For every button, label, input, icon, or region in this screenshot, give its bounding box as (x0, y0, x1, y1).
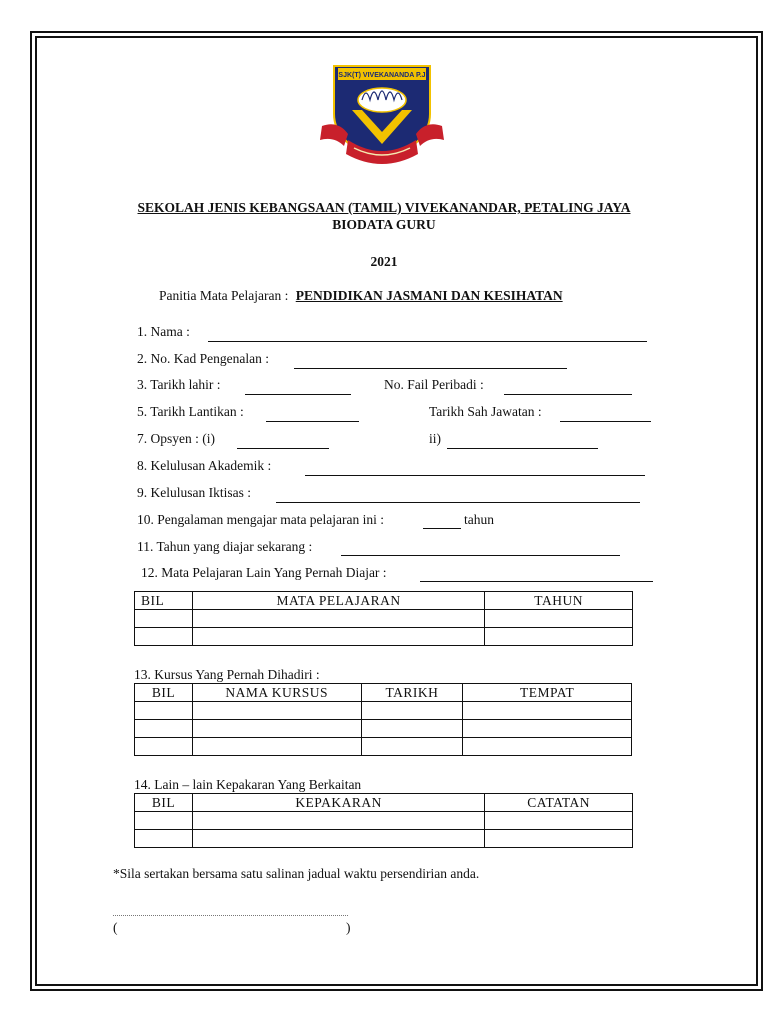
panitia-label: Panitia Mata Pelajaran : (159, 288, 289, 303)
field-iktisas-line[interactable] (276, 501, 640, 503)
footer-note: *Sila sertakan bersama satu salinan jadual waktu persendirian anda. (113, 866, 480, 881)
school-crest-logo (318, 62, 446, 166)
table-row[interactable] (135, 628, 633, 646)
field-dob-label: 3. Tarikh lahir : (137, 377, 221, 392)
field-ic-label: 2. No. Kad Pengenalan : (137, 351, 269, 366)
field-dob-line[interactable] (245, 393, 351, 395)
name-paren-close: ) (346, 920, 351, 935)
table-header-row (135, 794, 633, 812)
col-bil: BIL (135, 794, 193, 812)
panitia-row (159, 288, 563, 304)
kepakaran-label: 14. Lain – lain Kepakaran Yang Berkaitan (134, 777, 362, 792)
field-mp-lain-label: 12. Mata Pelajaran Lain Yang Pernah Diajar : (141, 565, 387, 580)
field-pengalaman-line[interactable] (423, 527, 461, 529)
col-tahun: TAHUN (485, 592, 633, 610)
field-opsyen-label: 7. Opsyen : (i) (137, 431, 215, 446)
table-row[interactable] (135, 720, 632, 738)
table-kepakaran (134, 793, 633, 848)
field-tahun-diajar-line[interactable] (341, 554, 620, 556)
table-mata-pelajaran (134, 591, 633, 646)
field-ic-line[interactable] (294, 367, 567, 369)
table-row[interactable] (135, 812, 633, 830)
field-opsyen-line[interactable] (237, 447, 329, 449)
col-tempat: TEMPAT (463, 684, 632, 702)
crest-banner-text: SJK(T) VIVEKANANDA P.J (338, 72, 426, 79)
field-fail-label: No. Fail Peribadi : (384, 377, 484, 392)
col-bil: BIL (135, 684, 193, 702)
col-mata-pelajaran: MATA PELAJARAN (192, 592, 484, 610)
kursus-label: 13. Kursus Yang Pernah Dihadiri : (134, 667, 320, 682)
field-lantikan-line[interactable] (266, 420, 359, 422)
signature-line[interactable] (113, 914, 348, 916)
field-pengalaman-unit: tahun (464, 512, 494, 527)
col-kepakaran: KEPAKARAN (192, 794, 484, 812)
form-title: BIODATA GURU (332, 217, 436, 232)
name-paren-open: ( (113, 920, 118, 935)
table-header-row (135, 592, 633, 610)
field-mp-lain-line[interactable] (420, 580, 653, 582)
table-row[interactable] (135, 702, 632, 720)
table-row[interactable] (135, 610, 633, 628)
field-pengalaman-label: 10. Pengalaman mengajar mata pelajaran ini : (137, 512, 385, 527)
field-opsyen2-line[interactable] (447, 447, 598, 449)
field-lantikan-label: 5. Tarikh Lantikan : (137, 404, 244, 419)
field-tahun-diajar-label: 11. Tahun yang diajar sekarang : (137, 539, 313, 554)
form-year: 2021 (370, 254, 398, 269)
field-nama-label: 1. Nama : (137, 324, 190, 339)
table-header-row (135, 684, 632, 702)
field-fail-line[interactable] (504, 393, 632, 395)
col-bil: BIL (135, 592, 193, 610)
school-name-heading: SEKOLAH JENIS KEBANGSAAN (TAMIL) VIVEKANANDAR, PETALING JAYA (137, 200, 631, 215)
table-row[interactable] (135, 830, 633, 848)
field-nama-line[interactable] (208, 340, 647, 342)
field-opsyen2-label: ii) (429, 431, 441, 446)
panitia-value: PENDIDIKAN JASMANI DAN KESIHATAN (295, 288, 563, 303)
table-row[interactable] (135, 738, 632, 756)
field-akademik-line[interactable] (305, 474, 645, 476)
field-akademik-label: 8. Kelulusan Akademik : (137, 458, 272, 473)
field-iktisas-label: 9. Kelulusan Iktisas : (137, 485, 251, 500)
field-sah-label: Tarikh Sah Jawatan : (429, 404, 542, 419)
field-sah-line[interactable] (560, 420, 651, 422)
col-tarikh: TARIKH (361, 684, 463, 702)
table-kursus (134, 683, 632, 756)
col-catatan: CATATAN (485, 794, 633, 812)
col-nama-kursus: NAMA KURSUS (192, 684, 361, 702)
